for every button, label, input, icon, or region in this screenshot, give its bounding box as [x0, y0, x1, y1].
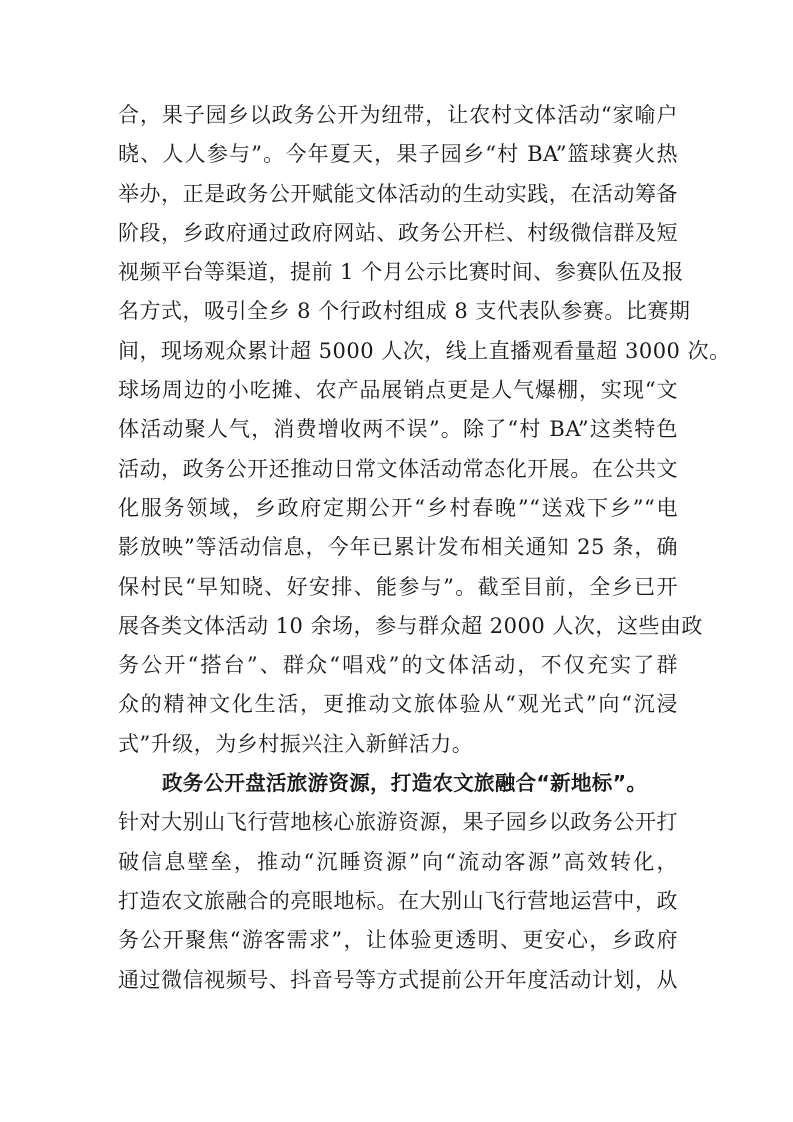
text-line: 视频平台等渠道，提前 1 个月公示比赛时间、参赛队伍及报 — [118, 260, 684, 285]
document-body — [118, 96, 731, 1000]
text-line: 众的精神文化生活，更推动文旅体验从“观光式”向“沉浸 — [118, 692, 678, 717]
text-line: 展各类文体活动 10 余场，参与群众超 2000 人次，这些由政 — [118, 613, 703, 638]
text-line: 球场周边的小吃摊、农产品展销点更是人气爆棚，实现“文 — [118, 378, 678, 403]
text-line: 名方式，吸引全乡 8 个行政村组成 8 支代表队参赛。比赛期 — [118, 299, 691, 324]
section-heading: 政务公开盘活旅游资源，打造农文旅融合“新地标”。 — [162, 771, 648, 796]
text-line: 式”升级，为乡村振兴注入新鲜活力。 — [118, 731, 474, 756]
paragraph-1 — [118, 96, 731, 764]
text-line: 化服务领域，乡政府定期公开“乡村春晚”“送戏下乡”“电 — [118, 495, 678, 520]
text-line: 合，果子园乡以政务公开为纽带，让农村文体活动“家喻户 — [118, 103, 678, 127]
text-line: 举办，正是政务公开赋能文体活动的生动实践，在活动筹备 — [118, 181, 678, 206]
text-line: 通过微信视频号、抖音号等方式提前公开年度活动计划，从 — [118, 967, 678, 992]
text-line: 体活动聚人气，消费增收两不误”。除了“村 BA”这类特色 — [118, 417, 678, 442]
text-line: 保村民“早知晓、好安排、能参与”。截至目前，全乡已开 — [118, 574, 678, 599]
paragraph-2 — [118, 803, 678, 999]
text-line: 间，现场观众累计超 5000 人次，线上直播观看量超 3000 次。 — [118, 338, 731, 363]
text-line: 活动，政务公开还推动日常文体活动常态化开展。在公共文 — [118, 456, 678, 481]
text-line: 打造农文旅融合的亮眼地标。在大别山飞行营地运营中，政 — [118, 888, 678, 913]
text-line: 晓、人人参与”。今年夏天，果子园乡“村 BA”篮球赛火热 — [118, 142, 678, 167]
text-line: 破信息壁垒，推动“沉睡资源”向“流动客源”高效转化， — [118, 849, 678, 874]
text-line: 针对大别山飞行营地核心旅游资源，果子园乡以政务公开打 — [118, 810, 678, 835]
text-line: 务公开聚焦“游客需求”，让体验更透明、更安心，乡政府 — [118, 928, 678, 953]
text-line: 务公开“搭台”、群众“唱戏”的文体活动，不仅充实了群 — [118, 653, 678, 678]
text-line: 影放映”等活动信息，今年已累计发布相关通知 25 条，确 — [118, 535, 678, 560]
text-line: 阶段，乡政府通过政府网站、政务公开栏、村级微信群及短 — [118, 220, 678, 245]
